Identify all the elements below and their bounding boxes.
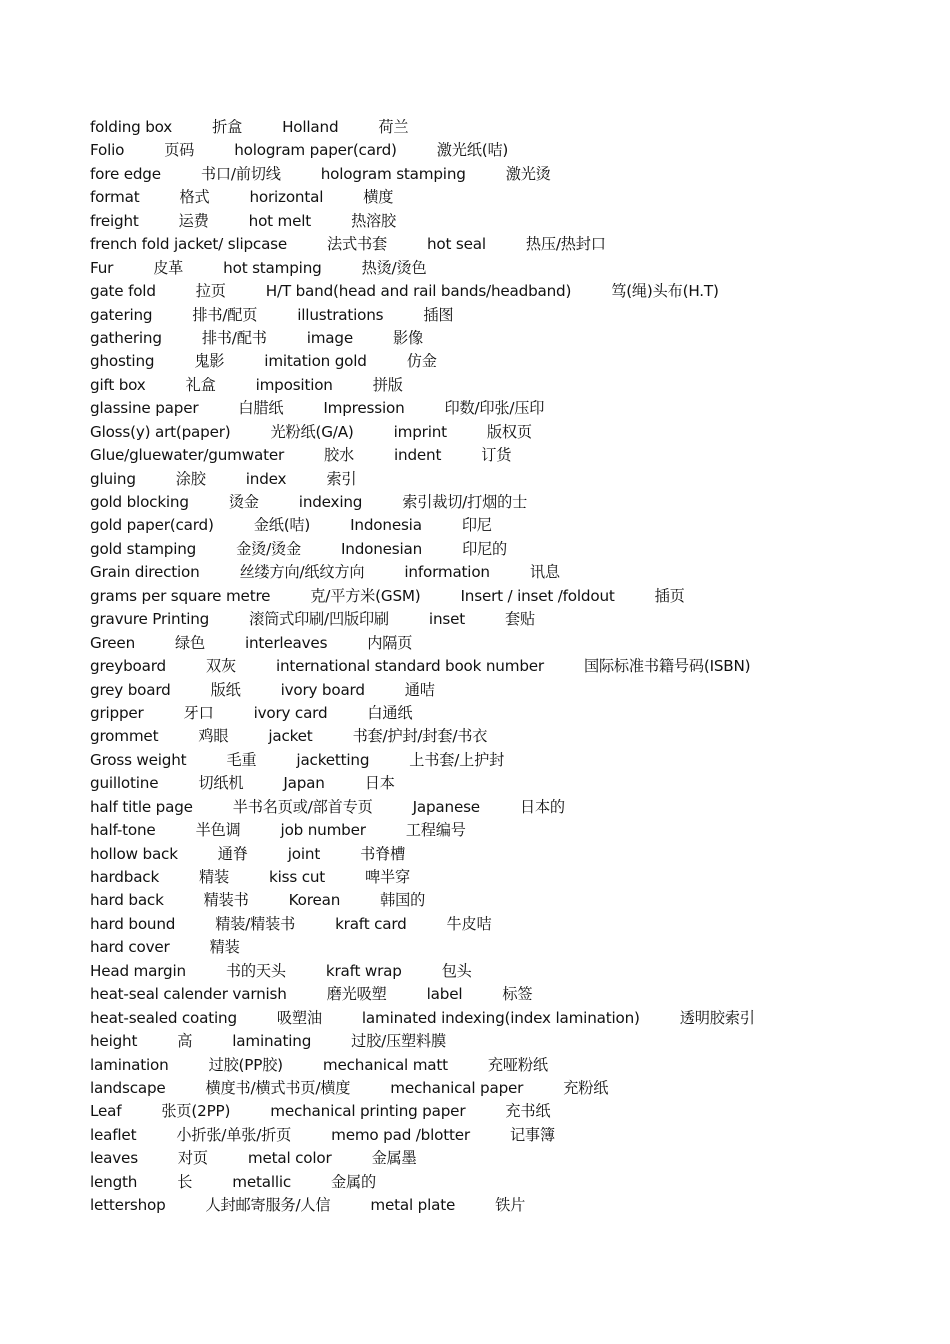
- english-term: hard cover: [90, 938, 170, 957]
- english-term: joint: [287, 844, 321, 863]
- glossary-line: [90, 468, 930, 491]
- english-term: greyboard: [90, 657, 166, 676]
- chinese-term: 套贴: [504, 610, 535, 629]
- chinese-term: 人封邮寄服务/人信: [205, 1196, 331, 1215]
- english-term: Fur: [90, 258, 114, 277]
- chinese-term: 拼版: [372, 375, 403, 394]
- glossary-line: [90, 1007, 930, 1030]
- chinese-term: 涂胶: [175, 469, 206, 488]
- english-term: mechanical printing paper: [270, 1102, 466, 1121]
- glossary-line: [90, 350, 930, 373]
- chinese-term: 通咭: [404, 680, 435, 699]
- chinese-term: 印尼: [461, 516, 492, 535]
- chinese-term: 激光纸(咭): [436, 141, 509, 160]
- english-term: freight: [90, 211, 139, 230]
- chinese-term: 订货: [481, 446, 512, 465]
- english-term: hot seal: [427, 235, 486, 254]
- chinese-term: 版纸: [210, 680, 241, 699]
- english-term: label: [426, 985, 463, 1004]
- english-term: landscape: [90, 1078, 166, 1097]
- chinese-term: 拉页: [195, 282, 226, 301]
- english-term: laminated indexing(index lamination): [361, 1008, 640, 1027]
- chinese-term: 影像: [393, 328, 423, 347]
- english-term: hollow back: [90, 844, 178, 863]
- chinese-term: 包头: [441, 961, 472, 980]
- english-term: lettershop: [90, 1196, 166, 1215]
- english-term: hologram paper(card): [234, 141, 397, 160]
- english-term: hard bound: [90, 914, 176, 933]
- chinese-term: 丝缕方向/纸纹方向: [239, 563, 365, 582]
- chinese-term: 热溶胶: [351, 211, 397, 230]
- glossary-line: [90, 655, 930, 678]
- chinese-term: 排书/配书: [201, 328, 267, 347]
- glossary-line: [90, 725, 930, 748]
- english-term: folding box: [90, 118, 173, 136]
- chinese-term: 铁片: [495, 1196, 526, 1215]
- glossary-line: [90, 796, 930, 819]
- english-term: lamination: [90, 1055, 169, 1074]
- glossary-line: [90, 585, 930, 608]
- english-term: Indonesia: [350, 516, 422, 535]
- glossary-line: [90, 866, 930, 889]
- chinese-term: 牛皮咭: [446, 914, 492, 933]
- chinese-term: 仿金: [406, 352, 437, 371]
- chinese-term: 双灰: [205, 657, 236, 676]
- glossary-line: [90, 421, 930, 444]
- chinese-term: 白通纸: [367, 703, 413, 722]
- english-term: kraft card: [335, 914, 407, 933]
- glossary-line: [90, 608, 930, 631]
- chinese-term: 胶水: [324, 446, 355, 465]
- english-term: job number: [280, 821, 366, 840]
- english-term: Holland: [282, 118, 339, 136]
- english-term: gripper: [90, 703, 144, 722]
- english-term: half title page: [90, 797, 193, 816]
- english-term: format: [90, 188, 140, 207]
- glossary-line: [90, 1124, 930, 1147]
- glossary-line: [90, 139, 930, 162]
- chinese-term: 笃(绳)头布(H.T): [611, 282, 719, 301]
- chinese-term: 讯息: [529, 563, 560, 582]
- english-term: leaves: [90, 1149, 138, 1168]
- english-term: Korean: [288, 891, 341, 910]
- english-term: gate fold: [90, 282, 156, 301]
- chinese-term: 日本的: [519, 797, 565, 816]
- chinese-term: 工程编号: [405, 821, 466, 840]
- glossary-line: [90, 960, 930, 983]
- glossary-line: [90, 1194, 930, 1217]
- english-term: Glue/gluewater/gumwater: [90, 446, 285, 465]
- glossary-line: [90, 843, 930, 866]
- chinese-term: 书套/护封/封套/书衣: [352, 727, 488, 746]
- english-term: gold paper(card): [90, 516, 214, 535]
- chinese-term: 毛重: [226, 750, 257, 769]
- glossary-line: [90, 1100, 930, 1123]
- chinese-term: 通脊: [217, 844, 248, 863]
- glossary-line: [90, 514, 930, 537]
- glossary-line: [90, 819, 930, 842]
- glossary-line: [90, 1030, 930, 1053]
- chinese-term: 版权页: [486, 422, 532, 441]
- english-term: index: [245, 469, 287, 488]
- english-term: gold stamping: [90, 539, 197, 558]
- chinese-term: 半色调: [195, 821, 241, 840]
- chinese-term: 上书套/上护封: [409, 750, 505, 769]
- chinese-term: 日本: [364, 774, 395, 793]
- english-term: Head margin: [90, 961, 186, 980]
- english-term: ghosting: [90, 352, 155, 371]
- chinese-term: 折盒: [212, 118, 243, 136]
- english-term: interleaves: [244, 633, 328, 652]
- english-term: grommet: [90, 727, 159, 746]
- glossary-line: [90, 749, 930, 772]
- english-term: metal color: [247, 1149, 332, 1168]
- glossary-line: [90, 983, 930, 1006]
- glossary-list: [90, 116, 930, 1218]
- glossary-line: [90, 679, 930, 702]
- chinese-term: 过胶/压塑料膜: [351, 1032, 446, 1051]
- glossary-line: [90, 116, 930, 139]
- english-term: indexing: [298, 493, 363, 511]
- chinese-term: 印数/印张/压印: [444, 399, 545, 418]
- english-term: guillotine: [90, 774, 159, 793]
- glossary-line: [90, 233, 930, 256]
- chinese-term: 皮革: [153, 258, 184, 277]
- english-term: hot stamping: [223, 258, 322, 277]
- glossary-line: [90, 1147, 930, 1170]
- english-term: Leaf: [90, 1102, 122, 1121]
- english-term: Insert / inset /foldout: [460, 586, 615, 605]
- chinese-term: 索引裁切/打烟的士: [402, 493, 528, 511]
- english-term: half-tone: [90, 821, 156, 840]
- english-term: Folio: [90, 141, 125, 160]
- english-term: grams per square metre: [90, 586, 271, 605]
- chinese-term: 高: [177, 1032, 193, 1051]
- glossary-line: [90, 561, 930, 584]
- chinese-term: 插图: [423, 305, 454, 324]
- english-term: metallic: [232, 1172, 292, 1191]
- chinese-term: 礼盒: [185, 375, 216, 394]
- glossary-line: [90, 280, 930, 303]
- chinese-term: 金属的: [331, 1172, 376, 1191]
- english-term: H/T band(head and rail bands/headband): [265, 282, 572, 301]
- chinese-term: 充书纸: [505, 1102, 551, 1121]
- english-term: kiss cut: [269, 868, 326, 886]
- english-term: gift box: [90, 375, 146, 394]
- glossary-line: [90, 1054, 930, 1077]
- chinese-term: 荷兰: [378, 118, 409, 136]
- english-term: imposition: [255, 375, 333, 394]
- chinese-term: 充粉纸: [563, 1078, 609, 1097]
- glossary-line: [90, 210, 930, 233]
- english-term: memo pad /blotter: [331, 1125, 470, 1144]
- glossary-line: [90, 913, 930, 936]
- glossary-line: [90, 1171, 930, 1194]
- chinese-term: 长: [177, 1172, 193, 1191]
- chinese-term: 半书名页或/部首专页: [232, 797, 373, 816]
- english-term: glassine paper: [90, 399, 199, 418]
- chinese-term: 烫金: [228, 493, 259, 511]
- chinese-term: 书口/前切线: [200, 164, 281, 183]
- english-term: image: [306, 328, 353, 347]
- glossary-line: [90, 304, 930, 327]
- english-term: indent: [394, 446, 442, 465]
- chinese-term: 书脊槽: [360, 844, 406, 863]
- english-term: imitation gold: [264, 352, 367, 371]
- english-term: ivory card: [253, 703, 328, 722]
- chinese-term: 运费: [178, 211, 209, 230]
- chinese-term: 精装: [199, 868, 230, 886]
- chinese-term: 记事簿: [509, 1125, 555, 1144]
- english-term: Gloss(y) art(paper): [90, 422, 231, 441]
- chinese-term: 小折张/单张/折页: [176, 1125, 292, 1144]
- glossary-line: [90, 327, 930, 350]
- english-term: mechanical paper: [390, 1078, 524, 1097]
- english-term: gluing: [90, 469, 136, 488]
- chinese-term: 格式: [179, 188, 210, 207]
- chinese-term: 金烫/烫金: [236, 539, 301, 558]
- english-term: horizontal: [249, 188, 324, 207]
- glossary-line: [90, 632, 930, 655]
- english-term: inset: [428, 610, 465, 629]
- chinese-term: 精装: [209, 938, 240, 957]
- english-term: metal plate: [370, 1196, 456, 1215]
- chinese-term: 热烫/烫色: [361, 258, 427, 277]
- chinese-term: 张页(2PP): [161, 1102, 231, 1121]
- english-term: Gross weight: [90, 750, 187, 769]
- english-term: leaflet: [90, 1125, 137, 1144]
- chinese-term: 光粉纸(G/A): [270, 422, 354, 441]
- chinese-term: 索引: [326, 469, 357, 488]
- chinese-term: 标签: [502, 985, 533, 1004]
- glossary-line: [90, 397, 930, 420]
- english-term: gold blocking: [90, 493, 189, 511]
- chinese-term: 切纸机: [198, 774, 244, 793]
- glossary-line: [90, 936, 930, 959]
- chinese-term: 克/平方米(GSM): [310, 586, 421, 605]
- english-term: grey board: [90, 680, 171, 699]
- glossary-line: [90, 491, 930, 514]
- english-term: heat-seal calender varnish: [90, 985, 287, 1004]
- chinese-term: 印尼的: [462, 539, 508, 558]
- glossary-line: [90, 1077, 930, 1100]
- english-term: ivory board: [280, 680, 365, 699]
- glossary-line: [90, 374, 930, 397]
- chinese-term: 激光烫: [505, 164, 551, 183]
- chinese-term: 精装书: [203, 891, 249, 910]
- english-term: information: [404, 563, 490, 582]
- chinese-term: 啤半穿: [365, 868, 410, 886]
- english-term: international standard book number: [275, 657, 544, 676]
- glossary-line: [90, 186, 930, 209]
- chinese-term: 精装/精装书: [215, 914, 296, 933]
- english-term: heat-sealed coating: [90, 1008, 237, 1027]
- chinese-term: 牙口: [183, 703, 214, 722]
- english-term: fore edge: [90, 164, 161, 183]
- chinese-term: 法式书套: [327, 235, 387, 254]
- english-term: french fold jacket/ slipcase: [90, 235, 288, 254]
- chinese-term: 金纸(咭): [253, 516, 311, 535]
- chinese-term: 排书/配页: [192, 305, 258, 324]
- chinese-term: 鸡眼: [198, 727, 229, 746]
- english-term: hot melt: [248, 211, 312, 230]
- chinese-term: 鬼影: [194, 352, 225, 371]
- english-term: Japan: [283, 774, 325, 793]
- english-term: hologram stamping: [320, 164, 466, 183]
- glossary-line: [90, 538, 930, 561]
- english-term: Grain direction: [90, 563, 200, 582]
- english-term: jacket: [268, 727, 313, 746]
- chinese-term: 插页: [654, 586, 685, 605]
- english-term: hard back: [90, 891, 164, 910]
- chinese-term: 国际标准书籍号码(ISBN): [583, 657, 751, 676]
- chinese-term: 热压/热封口: [525, 235, 606, 254]
- english-term: gravure Printing: [90, 610, 210, 629]
- english-term: kraft wrap: [325, 961, 402, 980]
- english-term: gatering: [90, 305, 153, 324]
- glossary-line: [90, 702, 930, 725]
- chinese-term: 横度书/横式书页/横度: [205, 1078, 351, 1097]
- chinese-term: 透明胶索引: [679, 1008, 755, 1027]
- chinese-term: 吸塑油: [276, 1008, 322, 1027]
- chinese-term: 金属墨: [371, 1149, 417, 1168]
- english-term: illustrations: [297, 305, 384, 324]
- chinese-term: 充哑粉纸: [487, 1055, 548, 1074]
- glossary-line: [90, 889, 930, 912]
- chinese-term: 页码: [164, 141, 195, 160]
- chinese-term: 白腊纸: [238, 399, 284, 418]
- english-term: Indonesian: [341, 539, 423, 558]
- chinese-term: 书的天头: [225, 961, 286, 980]
- english-term: gathering: [90, 328, 162, 347]
- glossary-line: [90, 444, 930, 467]
- chinese-term: 绿色: [175, 633, 205, 652]
- english-term: jacketting: [296, 750, 370, 769]
- chinese-term: 磨光吸塑: [326, 985, 387, 1004]
- english-term: Japanese: [412, 797, 480, 816]
- english-term: imprint: [393, 422, 447, 441]
- english-term: hardback: [90, 868, 160, 886]
- chinese-term: 对页: [177, 1149, 208, 1168]
- english-term: Impression: [323, 399, 405, 418]
- english-term: Green: [90, 633, 135, 652]
- chinese-term: 韩国的: [380, 891, 426, 910]
- english-term: mechanical matt: [322, 1055, 448, 1074]
- chinese-term: 过胶(PP胶): [208, 1055, 283, 1074]
- english-term: length: [90, 1172, 138, 1191]
- chinese-term: 内隔页: [367, 633, 413, 652]
- english-term: height: [90, 1032, 138, 1051]
- glossary-line: [90, 257, 930, 280]
- english-term: laminating: [232, 1032, 312, 1051]
- glossary-line: [90, 163, 930, 186]
- chinese-term: 横度: [363, 188, 394, 207]
- chinese-term: 滚筒式印刷/凹版印刷: [249, 610, 389, 629]
- glossary-line: [90, 772, 930, 795]
